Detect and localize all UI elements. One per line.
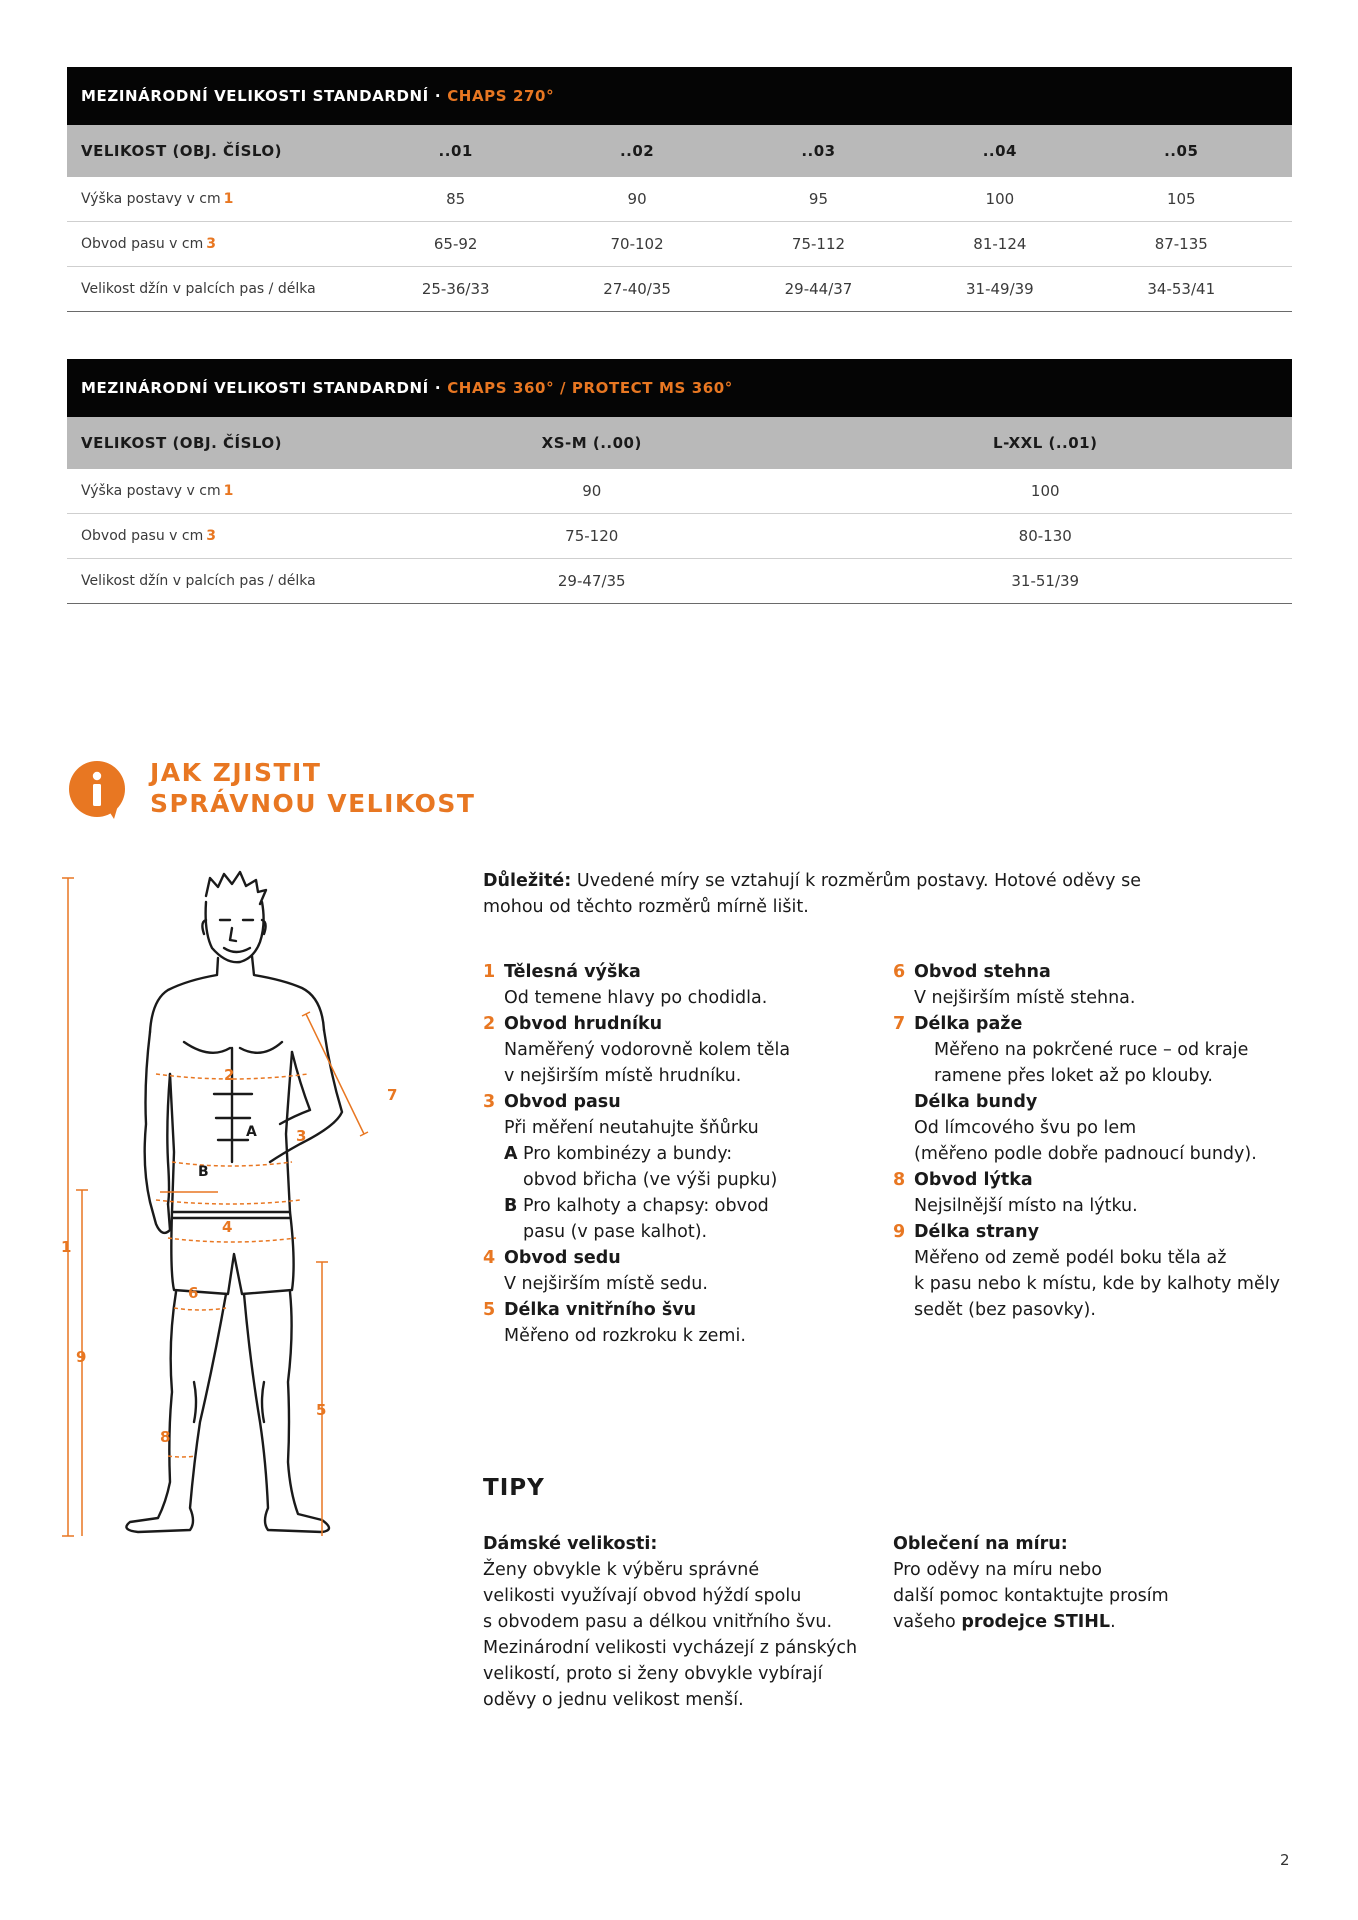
table-row (67, 514, 1292, 559)
figure-label: 6 (188, 1284, 199, 1302)
title-separator: · (434, 87, 442, 105)
list-item: 8 Obvod lýtka Nejsilnější místo na lýtku. (893, 1170, 1138, 1216)
row-label: Výška postavy v cm 1 (81, 483, 234, 499)
figure-label: 8 (160, 1428, 171, 1446)
table-product: CHAPS 360° / PROTECT MS 360° (447, 379, 733, 397)
dealer-link-text: prodejce STIHL (961, 1612, 1111, 1632)
table-cell: 29-44/37 (784, 280, 853, 298)
column-header: ..02 (619, 142, 655, 160)
measure-list-right (893, 959, 1313, 1323)
table-cell: 27-40/35 (603, 280, 671, 298)
column-header: ..01 (438, 142, 473, 160)
table-cell: 25-36/33 (421, 280, 490, 298)
title-separator: · (434, 379, 442, 397)
table-row (67, 559, 1292, 604)
figure-label: 1 (61, 1238, 72, 1256)
column-header-size: VELIKOST (OBJ. ČÍSLO) (81, 142, 283, 160)
section-title: JAK ZJISTIT SPRÁVNOU VELIKOST (150, 758, 476, 818)
column-header: ..03 (801, 142, 836, 160)
table-cell: 105 (1166, 190, 1196, 208)
list-item: 3 Obvod pasu Při měření neutahujte šňůrku A Pro kombinézy a bundy: obvod břicha (ve výši pupku) B Pro kalhoty a chapsy: obvod pasu (v pase kalhot). (483, 1089, 873, 1245)
tips-title: TIPY (483, 1475, 545, 1501)
table-cell: 75-120 (565, 527, 619, 545)
intro-bold: Důležité: (483, 871, 572, 891)
list-item: 5 Délka vnitřního švu Měřeno od rozkroku k zemi. (483, 1300, 746, 1346)
list-item: 1 Tělesná výška Od temene hlavy po chodidla. (483, 962, 768, 1008)
table-row (67, 469, 1292, 514)
measure-list-left (483, 959, 873, 1349)
measure-ref-number: 1 (223, 191, 234, 207)
table-column-header-row (67, 125, 1292, 177)
table-row (67, 222, 1292, 267)
table-cell: 34-53/41 (1147, 280, 1216, 298)
list-item: 4 Obvod sedu V nejširším místě sedu. (483, 1248, 708, 1294)
table-title: MEZINÁRODNÍ VELIKOSTI STANDARDNÍ (81, 87, 429, 105)
figure-label: B (198, 1164, 209, 1180)
table-cell: 31-49/39 (966, 280, 1034, 298)
table-title: MEZINÁRODNÍ VELIKOSTI STANDARDNÍ (81, 379, 429, 397)
table-cell: 70-102 (610, 235, 664, 253)
tip-women-sizes: Dámské velikosti: Ženy obvykle k výběru správné velikosti využívají obvod hýždí spolu s obvodem pasu a délkou vnitřního švu. Mezinárodní velikosti vycházejí z pánských velikostí, proto si ženy obvykle vybírají oděvy o jednu velikost menší. (483, 1534, 858, 1710)
page-number: 2 (1280, 1851, 1290, 1869)
row-label: Výška postavy v cm 1 (81, 191, 234, 207)
sub-item: A Pro kombinézy a bundy: obvod břicha (ve výši pupku) (504, 1144, 778, 1190)
figure-label: 2 (224, 1066, 235, 1084)
figure-label: A (246, 1124, 257, 1140)
intro-text: Uvedené míry se vztahují k rozměrům postavy. Hotové oděvy se mohou od těchto rozměrů mírně lišit. (483, 871, 1141, 917)
column-header: ..04 (982, 142, 1017, 160)
table-cell: 90 (582, 482, 602, 500)
list-item: 6 Obvod stehna V nejširším místě stehna. (893, 962, 1136, 1008)
info-speech-bubble-icon (67, 760, 127, 820)
list-item: 7 Délka paže Měřeno na pokrčené ruce – od kraje ramene přes loket až po klouby. Délka bundy Od límcového švu po lem (měřeno podle dobře padnoucí bundy). (893, 1014, 1257, 1164)
row-label: Velikost džín v palcích pas / délka (81, 281, 316, 297)
measure-ref-number: 3 (206, 236, 216, 252)
tip-custom-clothing: Oblečení na míru: Pro oděvy na míru nebo další pomoc kontaktujte prosím vašeho prodejce STIHL. (893, 1534, 1169, 1632)
table-cell: 31-51/39 (1011, 572, 1080, 590)
list-item: 9 Délka strany Měřeno od země podél boku těla až k pasu nebo k místu, kde by kalhoty měly sedět (bez pasovky). (893, 1222, 1280, 1320)
table-cell: 85 (446, 190, 466, 208)
figure-label: 4 (222, 1218, 233, 1236)
intro-note (483, 868, 1163, 920)
figure-label: 7 (387, 1086, 398, 1104)
row-label: Obvod pasu v cm 3 (81, 528, 216, 544)
table-product: CHAPS 270° (447, 87, 555, 105)
sub-item: B Pro kalhoty a chapsy: obvod pasu (v pase kalhot). (504, 1196, 769, 1242)
size-table-chaps-360 (67, 359, 1292, 604)
row-label: Obvod pasu v cm 3 (81, 236, 216, 252)
table-cell: 80-130 (1018, 527, 1072, 545)
table-cell: 100 (985, 190, 1015, 208)
table-cell: 100 (1030, 482, 1060, 500)
table-cell: 95 (808, 190, 829, 208)
measure-ref-number: 1 (223, 483, 234, 499)
table-row (67, 177, 1292, 222)
row-label: Velikost džín v palcích pas / délka (81, 573, 316, 589)
column-header: XS-M (..00) (541, 434, 642, 452)
figure-label: 3 (296, 1127, 307, 1145)
list-item: 2 Obvod hrudníku Naměřený vodorovně kolem těla v nejširším místě hrudníku. (483, 1014, 791, 1086)
column-header-size: VELIKOST (OBJ. ČÍSLO) (81, 434, 283, 452)
table-title-bar (67, 359, 1292, 417)
table-title-bar (67, 67, 1292, 125)
table-cell: 65-92 (433, 235, 478, 253)
figure-label: 5 (316, 1401, 327, 1419)
measure-ref-number: 3 (206, 528, 216, 544)
table-column-header-row (67, 417, 1292, 469)
figure-label: 9 (76, 1348, 87, 1366)
table-cell: 81-124 (973, 235, 1027, 253)
column-header: ..05 (1164, 142, 1199, 160)
table-cell: 87-135 (1154, 235, 1208, 253)
column-header: L-XXL (..01) (993, 434, 1098, 452)
table-row (67, 267, 1292, 312)
table-cell: 90 (627, 190, 647, 208)
table-cell: 29-47/35 (557, 572, 626, 590)
size-table-chaps-270 (67, 67, 1292, 312)
body-measurement-figure (60, 862, 398, 1577)
table-cell: 75-112 (791, 235, 846, 253)
